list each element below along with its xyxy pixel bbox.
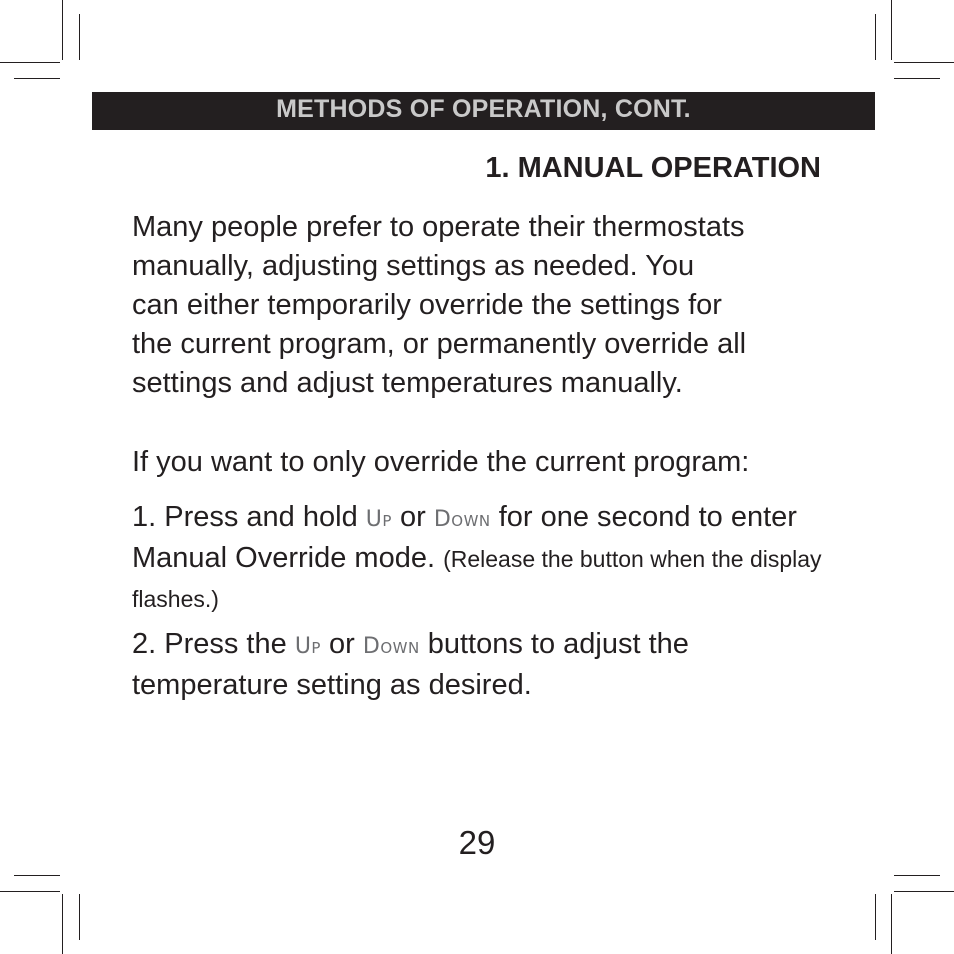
crop-mark [894,78,940,79]
crop-mark [894,62,954,63]
page-number: 29 [458,824,496,861]
crop-mark [62,0,63,60]
intro-question: If you want to only override the current program: [132,446,750,478]
down-key-label: Down [433,507,491,532]
step-1-suffix: for one second to enter Manual Override mode. [132,501,797,574]
crop-mark [891,0,892,60]
crop-mark [0,891,60,892]
crop-mark [79,894,80,940]
crop-mark [14,875,60,876]
crop-mark [875,14,876,60]
down-key-label: Down [362,634,420,659]
step-1-prefix: 1. Press and hold [132,501,366,533]
crop-mark [894,875,940,876]
step-2-suffix: buttons to adjust the temperature setting as desired. [132,628,689,701]
step-2 [132,625,852,705]
step-1 [132,498,852,619]
crop-mark [79,14,80,60]
intro-paragraph: Many people prefer to operate their thermostats manually, adjusting settings as needed. You can either temporarily override the settings for the current program, or permanently override all settings and adjust temperatures manually. [132,211,747,399]
crop-mark [14,78,60,79]
step-1-mid: or [391,501,434,533]
step-2-mid: or [320,628,363,660]
crop-mark [891,894,892,954]
up-key-label: Up [294,634,321,659]
step-1-note: (Release the button when the display flashes.) [132,546,822,612]
crop-mark [62,894,63,954]
crop-mark [894,891,954,892]
crop-mark [875,894,876,940]
section-title: 1. MANUAL OPERATION [485,152,821,184]
step-2-prefix: 2. Press the [132,628,295,660]
up-key-label: Up [365,507,392,532]
crop-mark [0,62,60,63]
header-title: METHODS OF OPERATION, CONT. [276,95,691,123]
